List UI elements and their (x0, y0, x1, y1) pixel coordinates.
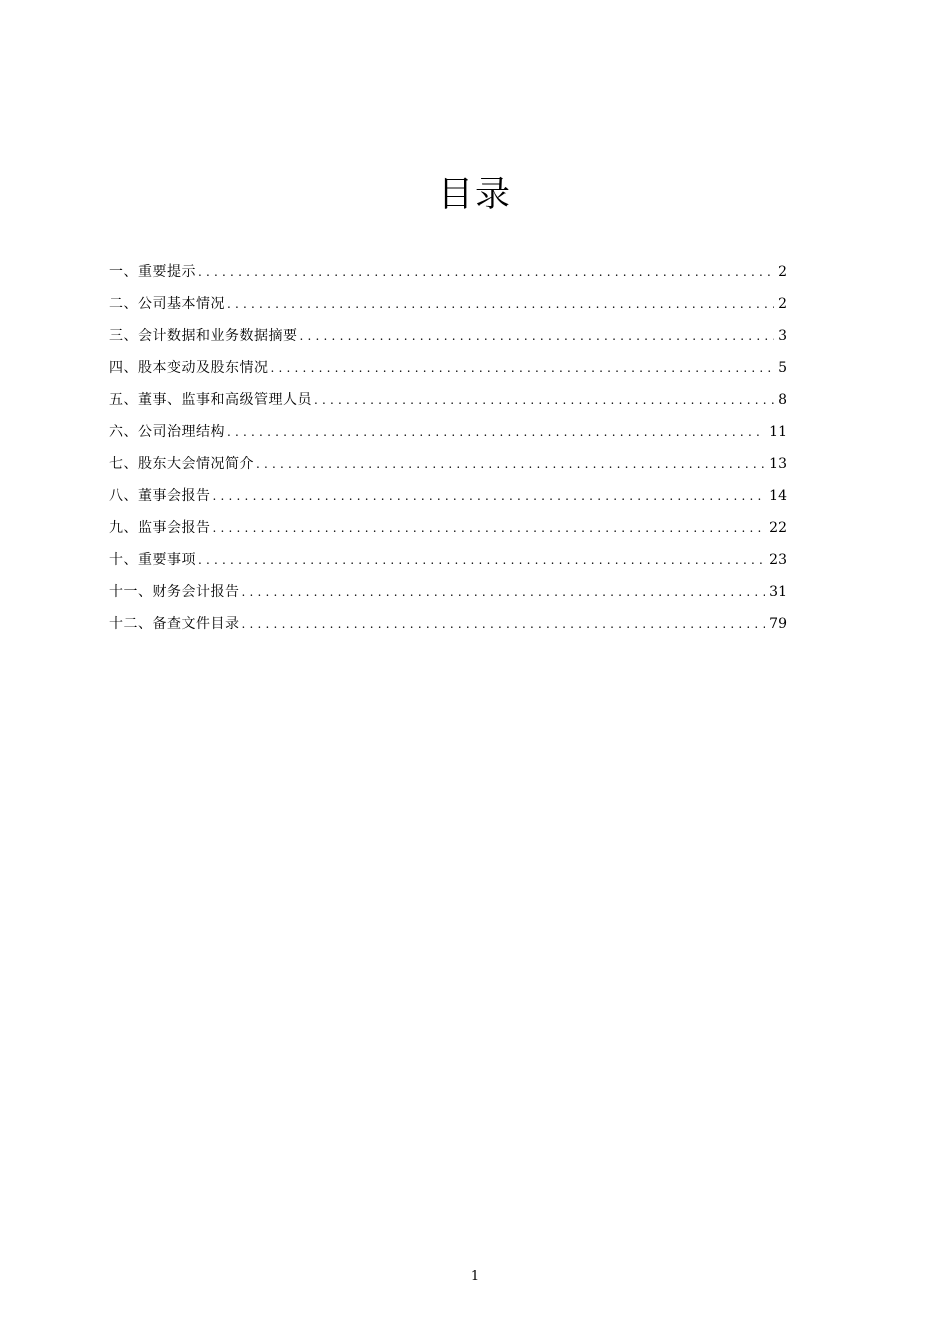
toc-dot-leader (271, 356, 775, 380)
toc-dot-leader (314, 388, 774, 412)
toc-entry[interactable] (109, 388, 787, 420)
toc-entry-label: 十二、备查文件目录 (109, 616, 240, 632)
toc-entry-page: 79 (769, 616, 787, 632)
toc-entry-page: 13 (769, 456, 787, 472)
table-of-contents (109, 260, 787, 644)
toc-entry-page: 31 (769, 584, 787, 600)
page-title: 目录 (437, 175, 512, 215)
toc-entry-page: 2 (778, 296, 787, 312)
toc-entry[interactable] (109, 356, 787, 388)
toc-entry-label: 十一、财务会计报告 (109, 584, 240, 600)
toc-entry[interactable] (109, 548, 787, 580)
toc-dot-leader (198, 548, 765, 572)
toc-dot-leader (256, 452, 765, 476)
toc-dot-leader (242, 580, 766, 604)
toc-dot-leader (300, 324, 775, 348)
toc-dot-leader (227, 292, 774, 316)
toc-entry-label: 一、重要提示 (109, 264, 196, 280)
toc-entry-page: 22 (769, 520, 787, 536)
toc-entry-page: 8 (778, 392, 787, 408)
page-number: 1 (470, 1269, 480, 1284)
toc-entry-label: 六、公司治理结构 (109, 424, 225, 440)
toc-entry-label: 四、股本变动及股东情况 (109, 360, 269, 376)
toc-entry[interactable] (109, 612, 787, 644)
toc-entry-page: 14 (769, 488, 787, 504)
toc-entry-page: 11 (769, 424, 787, 440)
toc-entry-page: 3 (778, 328, 787, 344)
toc-entry[interactable] (109, 484, 787, 516)
toc-entry-label: 五、董事、监事和高级管理人员 (109, 392, 312, 408)
toc-dot-leader (213, 484, 766, 508)
toc-dot-leader (198, 260, 774, 284)
toc-entry-label: 九、监事会报告 (109, 520, 211, 536)
toc-entry-label: 十、重要事项 (109, 552, 196, 568)
toc-entry[interactable] (109, 580, 787, 612)
toc-entry[interactable] (109, 420, 787, 452)
toc-entry-page: 5 (778, 360, 787, 376)
toc-entry-page: 23 (769, 552, 787, 568)
toc-entry[interactable] (109, 324, 787, 356)
toc-dot-leader (242, 612, 766, 636)
toc-dot-leader (213, 516, 766, 540)
toc-entry-page: 2 (778, 264, 787, 280)
toc-entry-label: 二、公司基本情况 (109, 296, 225, 312)
toc-entry[interactable] (109, 260, 787, 292)
toc-entry[interactable] (109, 292, 787, 324)
toc-entry-label: 三、会计数据和业务数据摘要 (109, 328, 298, 344)
toc-entry[interactable] (109, 452, 787, 484)
toc-entry-label: 八、董事会报告 (109, 488, 211, 504)
toc-entry[interactable] (109, 516, 787, 548)
toc-dot-leader (227, 420, 765, 444)
toc-entry-label: 七、股东大会情况简介 (109, 456, 254, 472)
